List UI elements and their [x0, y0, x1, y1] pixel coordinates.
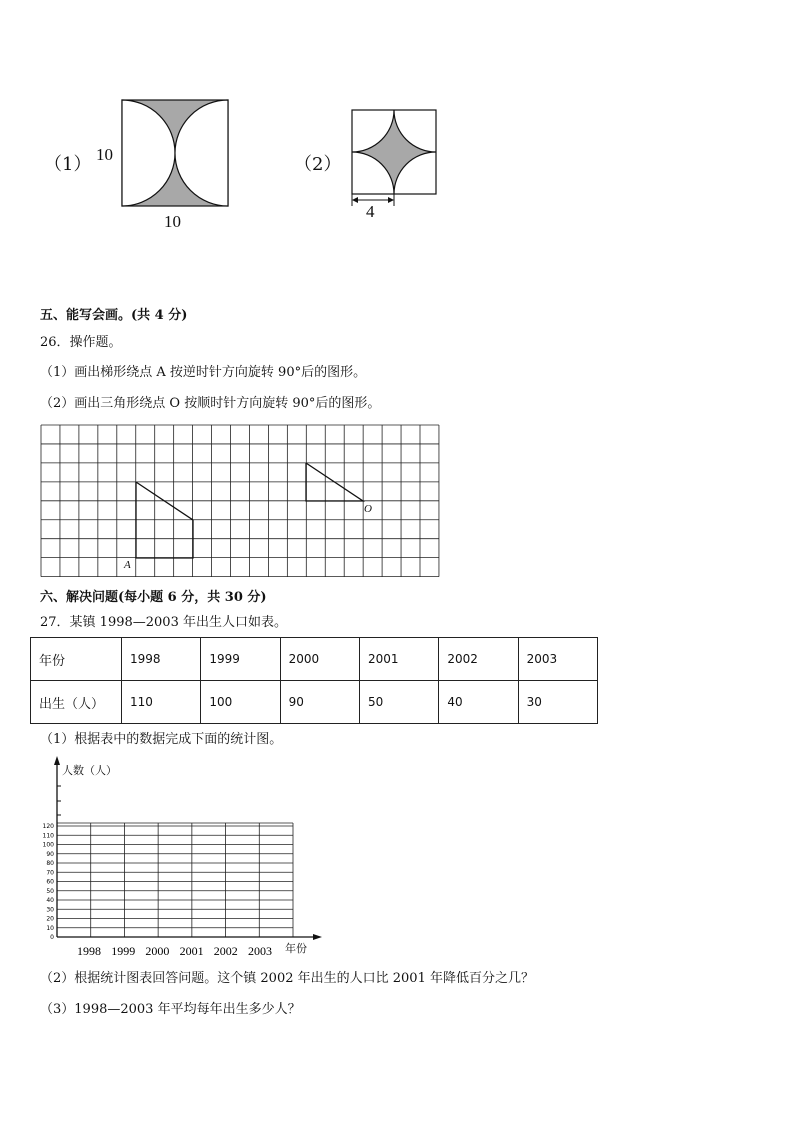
chart-y-tick-label: 90: [46, 850, 54, 858]
figure-2-label: （2）: [294, 154, 342, 175]
figure-1-bottom-dimension: 10: [164, 212, 181, 231]
table-cell: 90: [280, 681, 359, 724]
section-5-title: 五、能写会画。(共 4 分): [40, 308, 188, 323]
table-cell: 2002: [439, 638, 518, 681]
table-cell: 40: [439, 681, 518, 724]
chart-y-tick-label: 110: [42, 832, 54, 840]
table-cell: 100: [201, 681, 280, 724]
chart-x-tick-label: 2001: [179, 944, 204, 958]
table-cell: 50: [359, 681, 438, 724]
chart-y-tick-label: 50: [46, 887, 54, 895]
table-cell: 110: [122, 681, 201, 724]
question-27-sub-2: （2）根据统计图表回答问题。这个镇 2002 年出生的人口比 2001 年降低百分之几？: [40, 971, 534, 986]
table-cell: 年份: [31, 638, 122, 681]
chart-x-tick-label: 2002: [213, 944, 238, 958]
table-cell: 2003: [518, 638, 597, 681]
chart-y-tick-label: 20: [46, 915, 54, 923]
chart-y-tick-label: 0: [50, 934, 54, 942]
point-a-label: A: [124, 559, 131, 571]
question-27-sub-3: （3）1998—2003 年平均每年出生多少人？: [40, 1002, 301, 1017]
chart-y-label: 人数（人）: [62, 764, 117, 777]
question-27: 27．某镇 1998—2003 年出生人口如表。: [40, 615, 287, 630]
chart-y-tick-label: 40: [46, 897, 54, 905]
chart-y-tick-label: 60: [46, 878, 54, 886]
chart-x-tick-label: 1998: [77, 944, 101, 958]
chart-x-tick-label: 2003: [248, 944, 272, 958]
question-26-item-1: （1）画出梯形绕点 A 按逆时针方向旋转 90°后的图形。: [40, 365, 367, 380]
figure-1-label: （1）: [44, 154, 92, 175]
chart-y-arrow: [54, 756, 60, 765]
chart-y-tick-label: 120: [42, 823, 54, 831]
section-6-title: 六、解决问题(每小题 6 分，共 30 分): [40, 590, 267, 605]
question-26: 26．操作题。: [40, 335, 122, 350]
chart-x-tick-label: 1999: [111, 944, 136, 958]
table-cell: 2000: [280, 638, 359, 681]
table-cell: 30: [518, 681, 597, 724]
chart-x-label: 年份: [285, 942, 307, 955]
table-cell: 1999: [201, 638, 280, 681]
chart-x-tick-label: 2000: [145, 944, 170, 958]
chart-y-tick-label: 70: [46, 869, 54, 877]
figure-1-left-dimension: 10: [96, 145, 113, 164]
question-26-item-2: （2）画出三角形绕点 O 按顺时针方向旋转 90°后的图形。: [40, 396, 381, 411]
table-cell: 1998: [122, 638, 201, 681]
chart-y-tick-label: 100: [42, 841, 54, 849]
question-27-sub-1: （1）根据表中的数据完成下面的统计图。: [40, 732, 283, 747]
table-cell: 2001: [359, 638, 438, 681]
chart-x-arrow: [313, 934, 322, 940]
chart-y-tick-label: 10: [46, 924, 54, 932]
chart-y-tick-label: 30: [46, 906, 54, 914]
figure-2-dimension: 4: [366, 202, 375, 221]
point-o-label: O: [364, 503, 372, 515]
table-cell: 出生（人）: [31, 681, 122, 724]
chart-y-tick-label: 80: [46, 860, 54, 868]
